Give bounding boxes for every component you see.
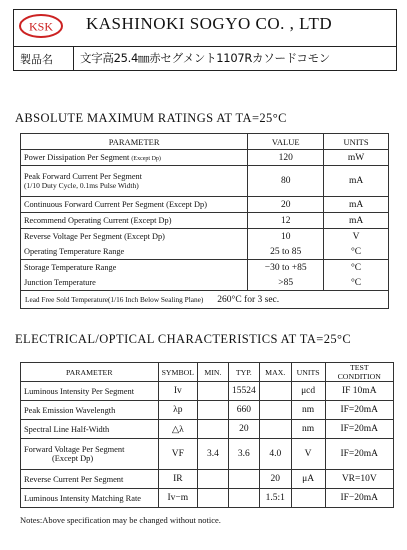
company-logo [18,13,64,39]
parameter-cell [21,439,159,470]
min-cell [198,420,229,439]
table-row [21,291,389,309]
max-cell [259,420,291,439]
parameter-cell: Peak Emission Wavelength [21,401,159,420]
condition-cell: IF 10mA [325,382,393,401]
typ-cell: 3.6 [228,439,259,470]
parameter-cell [21,166,248,197]
typ-cell: 15524 [228,382,259,401]
table-row [21,213,389,229]
parameter-text: Forward Voltage Per Segment [24,445,125,454]
value-cell: −30 to +85 [248,260,324,276]
table-header-row [21,134,389,150]
symbol-cell: Iv−m [158,489,198,508]
parameter-cell: Recommend Operating Current (Except Dp) [21,213,248,229]
company-name: KASHINOKI SOGYO CO. , LTD [86,14,333,33]
solder-temperature-cell [21,291,389,309]
parameter-cell: Continuous Forward Current Per Segment (Except Dp) [21,197,248,213]
value-cell: 20 [248,197,324,213]
column-header: TYP. [228,363,259,382]
min-cell: 3.4 [198,439,229,470]
value-cell: 120 [248,150,324,166]
table-row [21,382,394,401]
max-cell: 20 [259,470,291,489]
absolute-max-table [20,133,389,309]
table-row [21,260,389,276]
footnote: Notes:Above specification may be changed without notice. [20,515,221,525]
unit-cell: mA [324,166,389,197]
min-cell [198,470,229,489]
max-cell: 1.5:1 [259,489,291,508]
table-row [21,420,394,439]
condition-cell: IF−20mA [325,489,393,508]
condition-cell: IF=20mA [325,420,393,439]
column-header: PARAMETER [21,363,159,382]
symbol-cell: IR [158,470,198,489]
value-cell: 25 to 85 [248,244,324,260]
parameter-subtext: (Except Dp) [52,454,94,463]
absolute-max-title: ABSOLUTE MAXIMUM RATINGS AT TA=25°C [15,111,287,125]
product-label: 製品名 [20,53,53,66]
unit-cell: mA [324,197,389,213]
table-header-row [21,363,394,382]
unit-cell: nm [291,420,325,439]
parameter-text: Peak Forward Current Per Segment [24,172,142,181]
table-row [21,439,394,470]
product-name: 文字高25.4㎜赤セグメント1107Rカソードコモン [80,51,330,65]
unit-cell: °C [324,244,389,260]
symbol-cell: λp [158,401,198,420]
value-cell: 12 [248,213,324,229]
unit-cell: mA [324,213,389,229]
typ-cell [228,470,259,489]
parameter-cell: Reverse Voltage Per Segment (Except Dp) [21,229,248,245]
logo-text: KSK [28,19,54,34]
value-cell: >85 [248,275,324,291]
unit-cell: V [291,439,325,470]
value-cell: 80 [248,166,324,197]
unit-cell: μA [291,470,325,489]
parameter-subtext: (1/10 Duty Cycle, 0.1ms Pulse Width) [24,181,139,190]
column-header: UNITS [324,134,389,150]
parameter-text: Lead Free Sold Temperature(1/16 Inch Below Sealing Plane) [25,294,204,304]
parameter-cell [21,150,248,166]
unit-cell: nm [291,401,325,420]
symbol-cell: △λ [158,420,198,439]
parameter-cell: Junction Temperature [21,275,248,291]
parameter-cell: Luminous Intensity Per Segment [21,382,159,401]
unit-cell: °C [324,260,389,276]
table-row [21,401,394,420]
table-row [21,166,389,197]
electrical-optical-title: ELECTRICAL/OPTICAL CHARACTERISTICS AT TA=25°C [15,332,352,346]
column-header: SYMBOL [158,363,198,382]
typ-cell [228,489,259,508]
parameter-cell: Reverse Current Per Segment [21,470,159,489]
max-cell [259,401,291,420]
min-cell [198,401,229,420]
condition-cell: IF=20mA [325,439,393,470]
table-row [21,244,389,260]
table-row [21,150,389,166]
typ-cell: 20 [228,420,259,439]
header-divider-vertical [73,46,74,71]
max-cell: 4.0 [259,439,291,470]
symbol-cell: Iv [158,382,198,401]
unit-cell: mW [324,150,389,166]
symbol-cell: VF [158,439,198,470]
table-row [21,489,394,508]
min-cell [198,382,229,401]
min-cell [198,489,229,508]
unit-cell: V [324,229,389,245]
unit-cell: °C [324,275,389,291]
electrical-optical-table [20,362,394,508]
parameter-note: (Except Dp) [131,156,161,162]
column-header: UNITS [291,363,325,382]
unit-cell [291,489,325,508]
column-header: TEST CONDITION [325,363,393,382]
parameter-cell: Luminous Intensity Matching Rate [21,489,159,508]
typ-cell: 660 [228,401,259,420]
parameter-cell: Storage Temperature Range [21,260,248,276]
condition-cell: VR=10V [325,470,393,489]
value-cell: 10 [248,229,324,245]
header-divider [13,46,397,47]
unit-cell: μcd [291,382,325,401]
parameter-text: Power Dissipation Per Segment [24,153,130,162]
column-header: VALUE [248,134,324,150]
column-header: MAX. [259,363,291,382]
column-header: PARAMETER [21,134,248,150]
condition-cell: IF=20mA [325,401,393,420]
column-header: MIN. [198,363,229,382]
table-row [21,470,394,489]
value-text: 260°C for 3 sec. [217,294,280,305]
table-row [21,197,389,213]
max-cell [259,382,291,401]
table-row [21,275,389,291]
parameter-cell: Operating Temperature Range [21,244,248,260]
parameter-cell: Spectral Line Half-Width [21,420,159,439]
table-row [21,229,389,245]
